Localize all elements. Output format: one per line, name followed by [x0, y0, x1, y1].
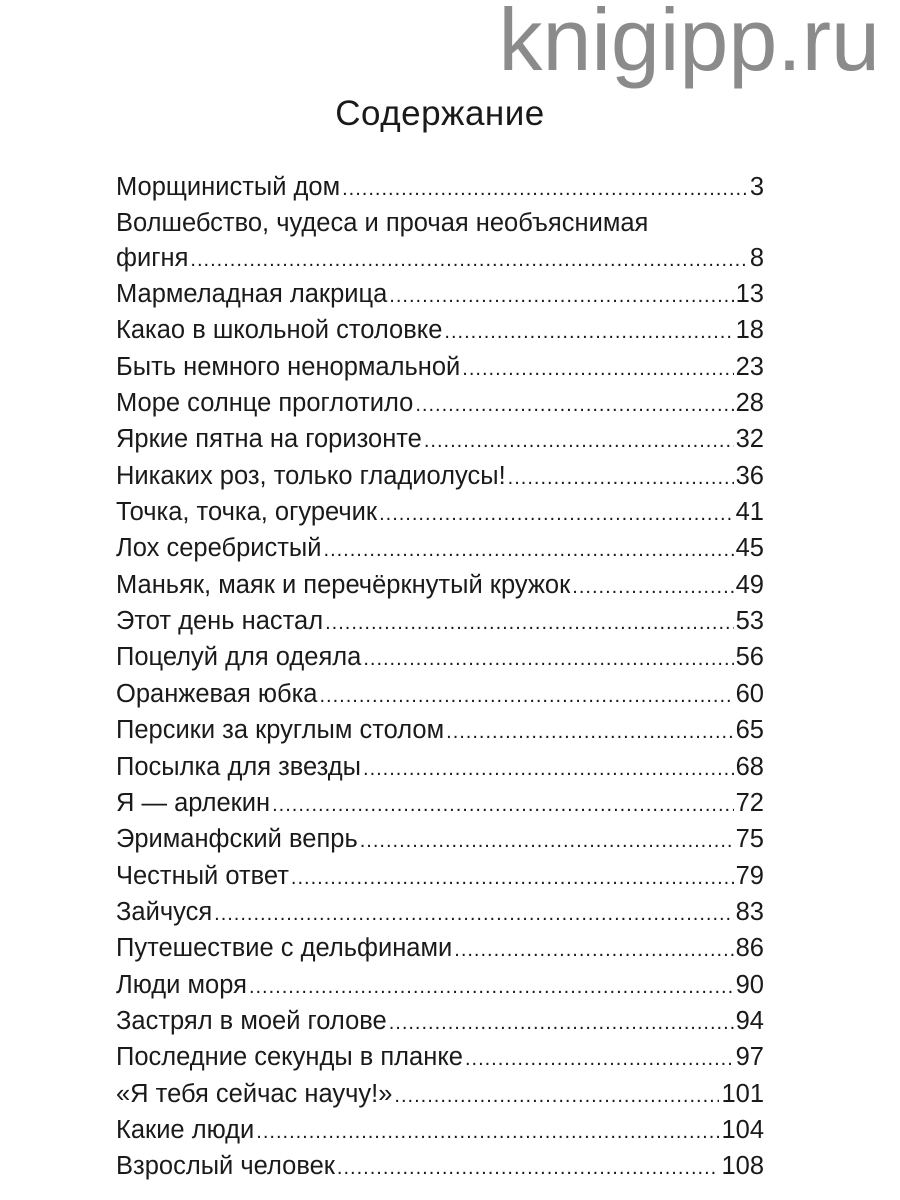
toc-entry-page: 104: [721, 1115, 764, 1144]
dot-leader: [214, 897, 733, 931]
dot-leader: [249, 970, 734, 1004]
toc-entry-page: 90: [735, 970, 764, 999]
toc-entry-page: 79: [735, 861, 764, 890]
toc-entry-title: Оранжевая юбка: [116, 679, 318, 708]
toc-entry: [116, 640, 764, 676]
toc-entry-title: Последние секунды в планке: [116, 1043, 463, 1072]
toc-entry-page: 45: [735, 534, 764, 563]
toc-entry-title: Зайчуся: [116, 897, 213, 926]
toc-entry-title: Этот день настал: [116, 607, 324, 636]
toc-entry-title: Мармеладная лакрица: [116, 280, 388, 309]
dot-leader: [320, 679, 734, 713]
toc-entry-page: 3: [749, 173, 764, 201]
toc-entry-page: 83: [735, 897, 764, 926]
toc-entry-title: Застрял в моей голове: [116, 1006, 387, 1035]
toc-entry-page: 108: [721, 1152, 764, 1181]
dot-leader: [389, 279, 733, 313]
dot-leader: [444, 315, 733, 349]
dot-leader: [424, 424, 734, 458]
toc-entry-page: 8: [749, 243, 764, 272]
toc-entry: [116, 531, 764, 567]
toc-entry-page: 60: [735, 679, 764, 708]
toc-entry-page: 23: [735, 352, 764, 381]
toc-entry-title: Морщинистый дом: [116, 173, 341, 201]
toc-entry-page: 53: [735, 607, 764, 636]
dot-leader: [379, 497, 734, 531]
dot-leader: [508, 461, 734, 495]
toc-entry: [116, 1113, 764, 1149]
toc-entry-title: Море солнце проглотило: [116, 389, 414, 418]
toc-entry-title: Никаких роз, только гладиолусы!: [116, 461, 506, 490]
toc-entry: [116, 859, 764, 895]
toc-entry-title: Персики за круглым столом: [116, 716, 445, 745]
toc-entry: [116, 459, 764, 495]
dot-leader: [190, 243, 747, 277]
toc-entry: [116, 968, 764, 1004]
dot-leader: [291, 861, 734, 895]
toc-entry-page: 18: [735, 316, 764, 345]
toc-entry: [116, 350, 764, 386]
toc-entry-page: 49: [735, 570, 764, 599]
dot-leader: [324, 533, 734, 567]
dot-leader: [446, 715, 733, 749]
toc-entry: [116, 677, 764, 713]
toc-entry-title: Я — арлекин: [116, 788, 271, 817]
toc-entry-title: фигня: [116, 243, 189, 272]
table-of-contents: [116, 170, 764, 1186]
dot-leader: [394, 1079, 719, 1113]
toc-entry: [116, 713, 764, 749]
toc-entry-title: Быть немного ненормальной: [116, 352, 461, 381]
dot-leader: [272, 788, 734, 822]
toc-entry: [116, 386, 764, 422]
dot-leader: [363, 642, 733, 676]
toc-entry: [116, 604, 764, 640]
toc-entry: [116, 1077, 764, 1113]
toc-entry: [116, 170, 764, 206]
dot-leader: [337, 1151, 720, 1185]
watermark: knigipp.ru: [498, 0, 880, 89]
toc-entry-title-line: Волшебство, чудеса и прочая необъяснимая: [116, 209, 649, 238]
dot-leader: [415, 388, 733, 422]
toc-entry-title: Маньяк, маяк и перечёркнутый кружок: [116, 570, 571, 599]
toc-entry: [116, 206, 764, 277]
toc-entry-title: Какие люди: [116, 1115, 255, 1144]
dot-leader: [360, 824, 734, 858]
toc-entry-title: «Я тебя сейчас научу!»: [116, 1079, 393, 1108]
page-title: Содержание: [335, 94, 545, 133]
dot-leader: [256, 1115, 719, 1149]
toc-entry: [116, 313, 764, 349]
toc-entry: [116, 1149, 764, 1185]
toc-entry-page: 65: [735, 716, 764, 745]
toc-entry: [116, 931, 764, 967]
toc-entry-page: 72: [735, 788, 764, 817]
toc-entry-title: Эриманфский вепрь: [116, 825, 358, 854]
toc-entry: [116, 277, 764, 313]
toc-entry-page: 94: [735, 1006, 764, 1035]
toc-entry-page: 41: [735, 498, 764, 527]
toc-entry-page: 68: [735, 752, 764, 781]
toc-entry: [116, 895, 764, 931]
dot-leader: [465, 1042, 734, 1076]
dot-leader: [454, 933, 733, 967]
toc-entry: [116, 1004, 764, 1040]
toc-entry-page: 13: [735, 280, 764, 309]
toc-entry-title: Взрослый человек: [116, 1152, 335, 1181]
toc-entry-page: 56: [735, 643, 764, 672]
dot-leader: [462, 352, 733, 386]
toc-entry: [116, 568, 764, 604]
dot-leader: [363, 752, 734, 786]
toc-entry: [116, 422, 764, 458]
dot-leader: [325, 606, 734, 640]
dot-leader: [572, 570, 733, 604]
toc-entry-page: 75: [735, 825, 764, 854]
toc-entry-page: 101: [721, 1079, 764, 1108]
toc-entry-page: 97: [735, 1043, 764, 1072]
toc-entry-title: Поцелуй для одеяла: [116, 643, 362, 672]
toc-entry-title: Честный ответ: [116, 861, 289, 890]
toc-entry-title: Какао в школьной столовке: [116, 316, 443, 345]
toc-entry-title: Точка, точка, огуречик: [116, 498, 378, 527]
toc-entry-page: 36: [735, 461, 764, 490]
toc-entry: [116, 495, 764, 531]
toc-entry-title: Люди моря: [116, 970, 247, 999]
toc-entry: [116, 786, 764, 822]
toc-entry-page: 86: [735, 934, 764, 963]
toc-entry-page: 32: [735, 425, 764, 454]
toc-entry-title: Лох серебристый: [116, 534, 322, 563]
toc-entry-title: Путешествие с дельфинами: [116, 934, 453, 963]
toc-entry: [116, 750, 764, 786]
dot-leader: [342, 172, 748, 206]
toc-entry: [116, 822, 764, 858]
dot-leader: [389, 1006, 734, 1040]
toc-entry-title: Яркие пятна на горизонте: [116, 425, 422, 454]
toc-entry-title: Посылка для звезды: [116, 752, 362, 781]
toc-entry-page: 28: [735, 389, 764, 418]
toc-entry: [116, 1040, 764, 1076]
